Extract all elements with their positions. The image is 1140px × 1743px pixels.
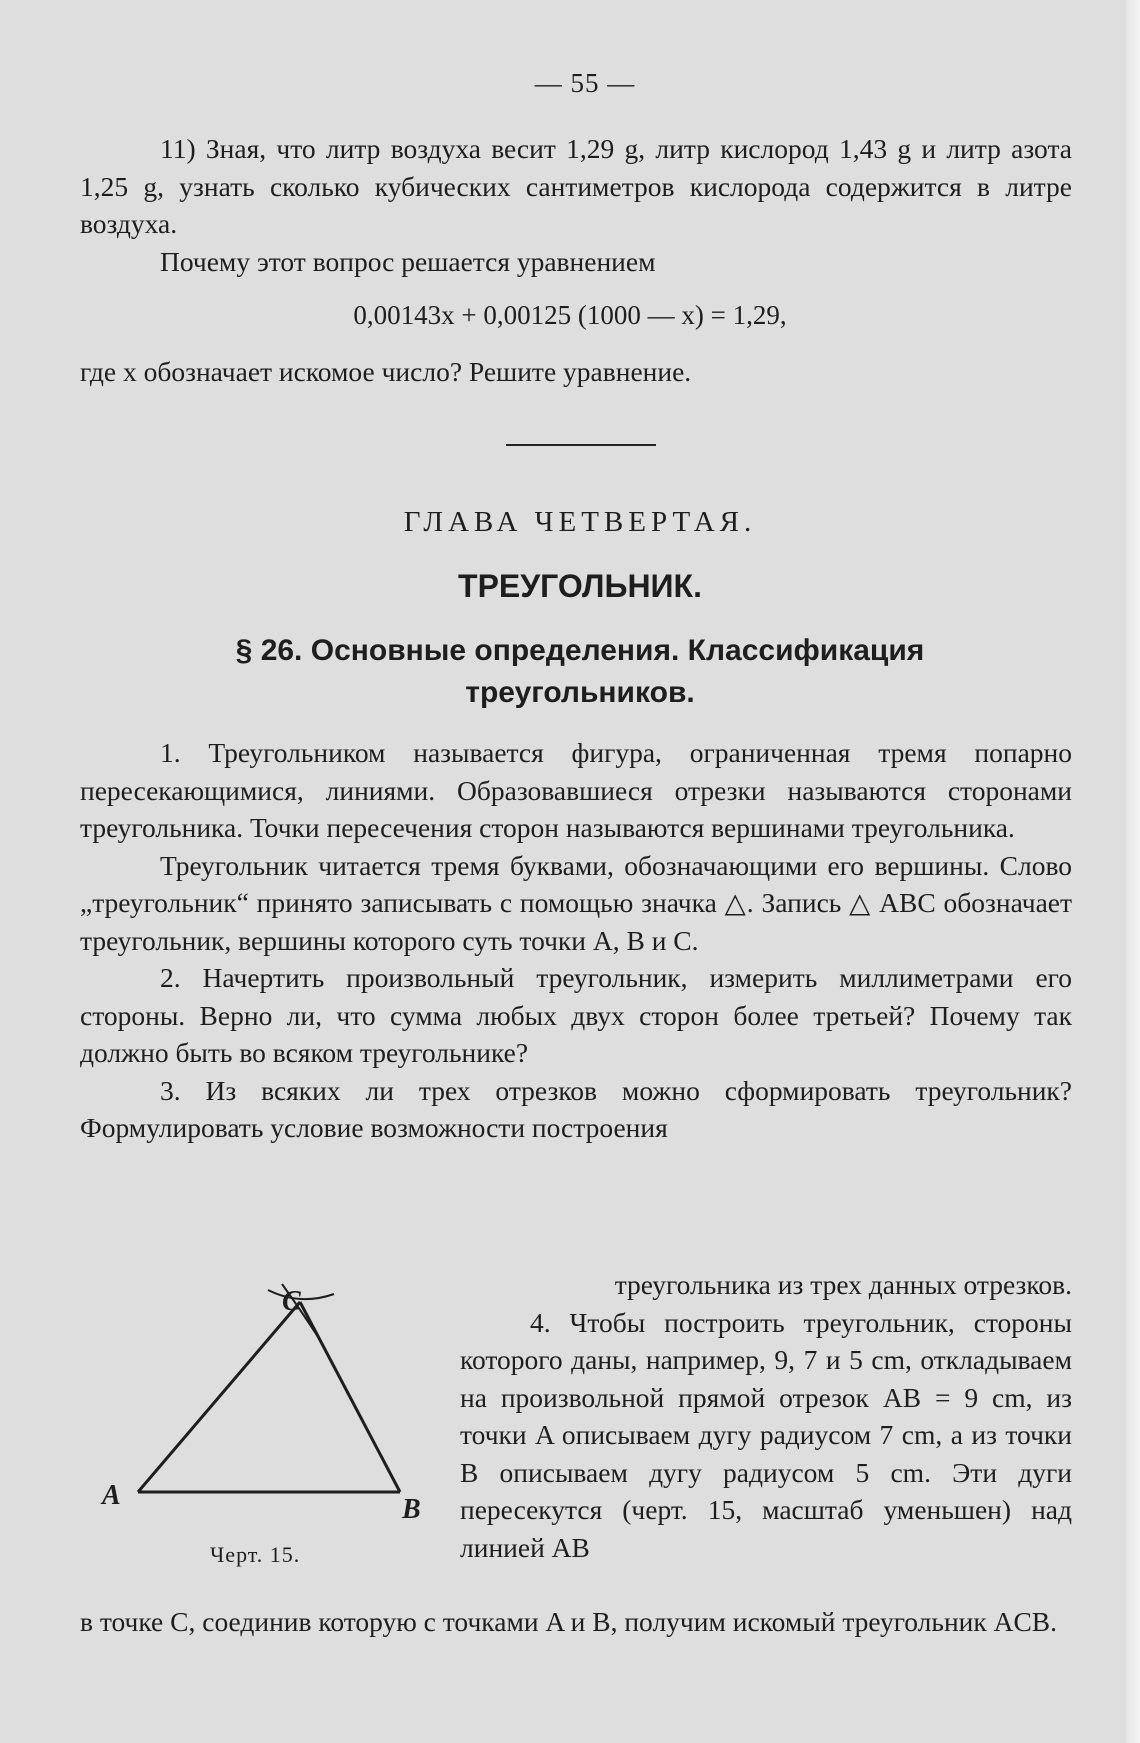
label-c: C bbox=[282, 1286, 301, 1317]
paragraph-1: 1. Треугольником называется фигура, ограниченная тремя попарно пересекающимися, линиями. Образовавшиеся отрезки называются сторонами треугольника. Точки пересечения сторон называются вершинами треугольника. bbox=[80, 737, 1072, 843]
section-title: § 26. Основные определения. Классификация треугольников. bbox=[235, 634, 925, 709]
page-edge bbox=[1126, 0, 1140, 1743]
paragraph-3-end: треугольника из трех данных отрезков. bbox=[614, 1269, 1072, 1300]
chapter-title: ТРЕУГОЛЬНИК. bbox=[458, 568, 702, 604]
paragraph-4-tail-text: в точке C, соединив которую с точками A и B, получим искомый треугольник ACB. bbox=[80, 1606, 1058, 1637]
label-a: A bbox=[102, 1480, 121, 1511]
problem-11-question: Почему этот вопрос решается уравнением bbox=[160, 245, 656, 277]
problem-11-after bbox=[80, 353, 1072, 391]
paragraph-3: 3. Из всяких ли трех отрезков можно сформировать треугольник? Формулировать условие возможности построения bbox=[80, 1074, 1072, 1143]
problem-11-after-text: где x обозначает искомое число? Решите уравнение. bbox=[80, 356, 692, 387]
figure-caption: Черт. 15. bbox=[210, 1542, 301, 1567]
chapter-label: ГЛАВА ЧЕТВЕРТАЯ. bbox=[403, 506, 757, 538]
paragraph-2: 2. Начертить произвольный треугольник, измерить миллиметрами его стороны. Верно ли, что сумма любых двух сторон более третьей? Почему так должно быть во всяком треугольнике? bbox=[80, 962, 1072, 1068]
paragraph-notation: Треугольник читается тремя буквами, обозначающими его вершины. Слово „треугольник“ принято записывать с помощью значка △. Запись △ ABC обозначает треугольник, вершины которого суть точки A, B и C. bbox=[80, 849, 1072, 956]
paragraph-4-tail bbox=[80, 1603, 1072, 1641]
side-ac bbox=[138, 1302, 300, 1492]
wrapped-text bbox=[460, 1266, 1072, 1566]
section-divider bbox=[506, 444, 656, 446]
triangle-figure bbox=[88, 1282, 458, 1542]
arc-from-a bbox=[268, 1290, 334, 1299]
paragraph-4: 4. Чтобы построить треугольник, стороны которого даны, например, 9, 7 и 5 cm, откладываем на произвольной прямой отрезок AB = 9 cm, из точки A описываем дугу радиусом 7 cm, а из точки B описываем дугу радиусом 5 cm. Эти дуги пересекутся (черт. 15, масштаб уменьшен) над линией AB bbox=[460, 1306, 1072, 1563]
problem-11-text: 11) Зная, что литр воздуха весит 1,29 g, литр кислород 1,43 g и литр азота 1,25 g, узнать сколько кубических сантиметров кислорода содержится в литре воздуха. bbox=[80, 133, 1072, 239]
body-paragraphs bbox=[80, 734, 1072, 1147]
equation: 0,00143x + 0,00125 (1000 — x) = 1,29, bbox=[353, 300, 787, 330]
problem-11 bbox=[80, 130, 1072, 280]
page-number: — 55 — bbox=[534, 68, 636, 98]
label-b: B bbox=[402, 1494, 421, 1525]
